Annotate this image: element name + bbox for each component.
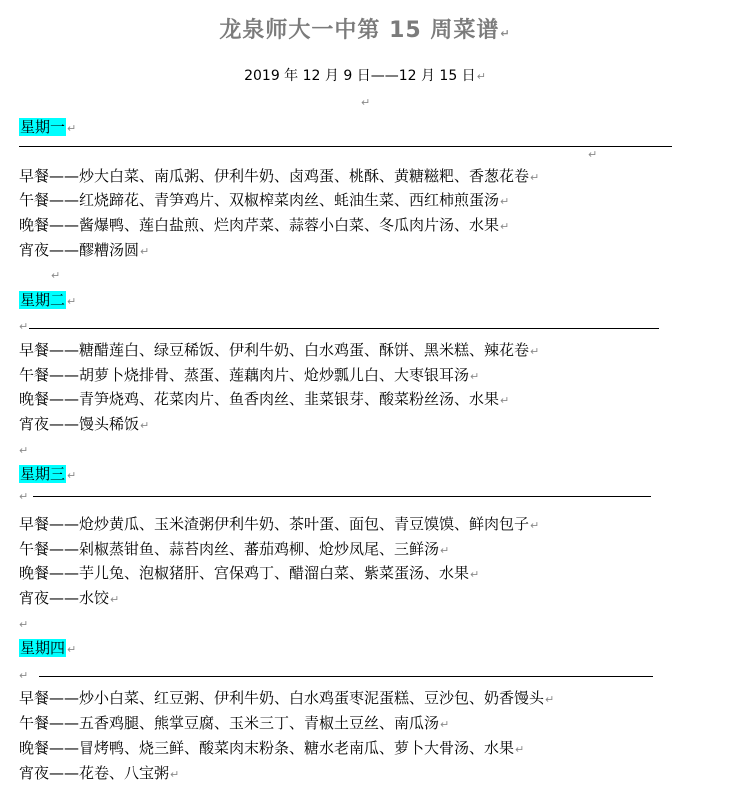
day-label-text: 星期一 — [20, 118, 66, 136]
paragraph-mark-icon: ↵ — [470, 370, 480, 383]
day-label-text: 星期四 — [20, 639, 66, 657]
paragraph-mark-icon: ↵ — [140, 419, 150, 432]
paragraph-mark-icon: ↵ — [530, 171, 540, 184]
paragraph-mark-icon: ↵ — [140, 245, 150, 258]
day-label-wednesday — [19, 462, 76, 486]
paragraph-mark-icon: ↵ — [67, 122, 77, 135]
meal-supper — [19, 586, 119, 610]
meal-text: 宵夜——馒头稀饭 — [19, 415, 140, 433]
paragraph-mark-icon: ↵ — [110, 593, 120, 606]
meal-text: 宵夜——水饺 — [19, 589, 110, 607]
meal-lunch — [19, 537, 449, 561]
paragraph-mark-icon: ↵ — [515, 743, 525, 756]
meal-text: 早餐——糖醋莲白、绿豆稀饭、伊利牛奶、白水鸡蛋、酥饼、黑米糕、辣花卷 — [19, 341, 530, 359]
paragraph-mark-icon: ↵ — [440, 544, 450, 557]
meal-dinner — [19, 561, 479, 585]
day-label-monday — [19, 115, 76, 139]
title-text: 龙泉师大一中第 15 周菜谱 — [219, 18, 500, 43]
paragraph-mark-icon: ↵ — [361, 96, 371, 109]
paragraph-mark-icon: ↵ — [19, 618, 29, 631]
paragraph-mark-icon: ↵ — [67, 295, 77, 308]
meal-lunch — [19, 363, 479, 387]
date-range — [0, 66, 730, 87]
meal-breakfast — [19, 338, 539, 362]
paragraph-mark-icon: ↵ — [67, 469, 77, 482]
paragraph-mark-icon: ↵ — [545, 693, 555, 706]
meal-text: 晚餐——芋儿兔、泡椒猪肝、宫保鸡丁、醋溜白菜、紫菜蛋汤、水果 — [19, 564, 470, 582]
meal-dinner — [19, 387, 509, 411]
paragraph-mark-icon: ↵ — [170, 768, 180, 781]
section-rule — [33, 496, 651, 497]
paragraph-mark-icon: ↵ — [500, 394, 510, 407]
meal-text: 早餐——炒大白菜、南瓜粥、伊利牛奶、卤鸡蛋、桃酥、黄糖糍粑、香葱花卷 — [19, 167, 530, 185]
meal-breakfast — [19, 164, 539, 188]
paragraph-mark-icon: ↵ — [476, 70, 486, 83]
paragraph-mark-icon: ↵ — [19, 444, 29, 457]
meal-text: 午餐——胡萝卜烧排骨、蒸蛋、莲藕肉片、炝炒瓢儿白、大枣银耳汤 — [19, 366, 470, 384]
meal-breakfast — [19, 686, 554, 710]
meal-text: 宵夜——花卷、八宝粥 — [19, 764, 170, 782]
meal-text: 午餐——红烧蹄花、青笋鸡片、双椒榨菜肉丝、蚝油生菜、西红柿煎蛋汤 — [19, 191, 500, 209]
meal-text: 宵夜——醪糟汤圆 — [19, 241, 140, 259]
paragraph-mark-icon: ↵ — [67, 643, 77, 656]
paragraph-mark-icon: ↵ — [500, 195, 510, 208]
paragraph-mark-icon: ↵ — [19, 320, 29, 333]
date-range-text: 2019 年 12 月 9 日——12 月 15 日 — [244, 68, 476, 84]
paragraph-mark-icon: ↵ — [470, 568, 480, 581]
section-rule — [19, 146, 672, 147]
day-label-text: 星期三 — [20, 465, 66, 483]
paragraph-mark-icon: ↵ — [51, 269, 61, 282]
meal-supper — [19, 412, 149, 436]
meal-lunch — [19, 188, 509, 212]
meal-text: 早餐——炒小白菜、红豆粥、伊利牛奶、白水鸡蛋枣泥蛋糕、豆沙包、奶香馒头 — [19, 689, 545, 707]
day-label-text: 星期二 — [20, 291, 66, 309]
paragraph-mark-icon: ↵ — [500, 27, 511, 40]
day-label-tuesday — [19, 288, 76, 312]
section-rule — [29, 328, 659, 329]
meal-text: 早餐——炝炒黄瓜、玉米渣粥伊利牛奶、茶叶蛋、面包、青豆馍馍、鲜肉包子 — [19, 515, 530, 533]
section-rule — [39, 676, 653, 677]
meal-text: 晚餐——冒烤鸭、烧三鲜、酸菜肉末粉条、糖水老南瓜、萝卜大骨汤、水果 — [19, 739, 515, 757]
paragraph-mark-icon: ↵ — [588, 148, 598, 161]
meal-dinner — [19, 213, 509, 237]
paragraph-mark-icon: ↵ — [530, 519, 540, 532]
meal-breakfast — [19, 512, 539, 536]
paragraph-mark-icon: ↵ — [500, 220, 510, 233]
paragraph-mark-icon: ↵ — [19, 490, 29, 503]
paragraph-mark-icon: ↵ — [19, 669, 29, 682]
meal-text: 晚餐——青笋烧鸡、花菜肉片、鱼香肉丝、韭菜银芽、酸菜粉丝汤、水果 — [19, 390, 500, 408]
paragraph-mark-icon: ↵ — [440, 718, 450, 731]
paragraph-mark-icon: ↵ — [530, 345, 540, 358]
day-label-thursday — [19, 636, 76, 660]
meal-text: 晚餐——酱爆鸭、莲白盐煎、烂肉芹菜、蒜蓉小白菜、冬瓜肉片汤、水果 — [19, 216, 500, 234]
meal-text: 午餐——剁椒蒸钳鱼、蒜苔肉丝、蕃茄鸡柳、炝炒凤尾、三鲜汤 — [19, 540, 440, 558]
document-title — [0, 16, 730, 49]
meal-supper — [19, 238, 149, 262]
meal-dinner — [19, 736, 524, 760]
meal-text: 午餐——五香鸡腿、熊掌豆腐、玉米三丁、青椒土豆丝、南瓜汤 — [19, 714, 440, 732]
meal-supper — [19, 761, 179, 785]
meal-lunch — [19, 711, 449, 735]
